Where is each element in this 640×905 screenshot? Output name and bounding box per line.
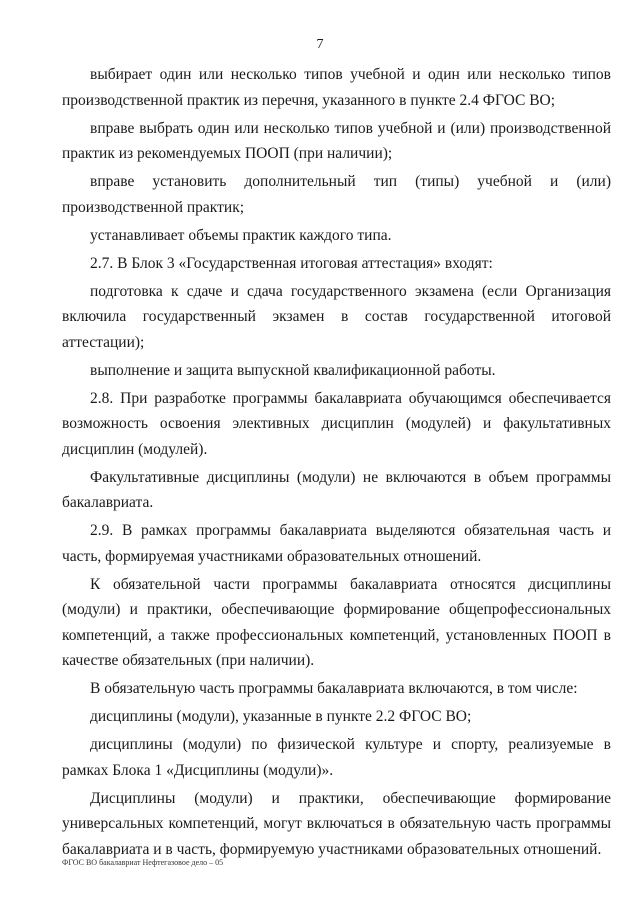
section-2-9: 2.9. В рамках программы бакалавриата выделяются обязательная часть и часть, формируемая участниками образовательных отношений. (62, 522, 611, 565)
paragraph: подготовка к сдаче и сдача государственного экзамена (если Организация включила государственный экзамен в состав государственной итоговой аттестации); (62, 282, 611, 351)
paragraph: Дисциплины (модули) и практики, обеспечивающие формирование универсальных компетенций, могут включаться в обязательную часть программы бакалавриата и в часть, формируемую участниками образовательных отношений. (62, 789, 611, 858)
paragraph: дисциплины (модули), указанные в пункте 2.2 ФГОС ВО; (90, 708, 472, 725)
page-number: 7 (316, 37, 324, 52)
page-footer: ФГОС ВО бакалавриат Нефтегазовое дело – 05 (62, 858, 224, 867)
paragraph: К обязательной части программы бакалавриата относятся дисциплины (модули) и практики, обеспечивающие формирование общепрофессиональных компетенций, а также профессиональных компетенций, установленных ПООП в качестве обязательных (при наличии). (62, 575, 611, 669)
paragraph: выбирает один или несколько типов учебной и один или несколько типов производственной практик из перечня, указанного в пункте 2.4 ФГОС ВО; (62, 66, 611, 109)
paragraph: вправе установить дополнительный тип (типы) учебной и (или) производственной практик; (62, 173, 611, 216)
paragraph: Факультативные дисциплины (модули) не включаются в объем программы бакалавриата. (62, 468, 611, 511)
paragraph: вправе выбрать один или несколько типов учебной и (или) производственной практик из рекомендуемых ПООП (при наличии); (62, 119, 611, 162)
paragraph: устанавливает объемы практик каждого типа. (90, 226, 392, 244)
paragraph: В обязательную часть программы бакалавриата включаются, в том числе: (90, 680, 578, 697)
document-body (62, 62, 611, 865)
section-heading-2-7: 2.7. В Блок 3 «Государственная итоговая аттестация» входят: (90, 254, 493, 272)
section-2-8: 2.8. При разработке программы бакалавриата обучающимся обеспечивается возможность освоения элективных дисциплин (модулей) и факультативных дисциплин (модулей). (62, 389, 611, 458)
paragraph: выполнение и защита выпускной квалификационной работы. (90, 361, 496, 379)
paragraph: дисциплины (модули) по физической культуре и спорту, реализуемые в рамках Блока 1 «Дисциплины (модули)». (62, 736, 611, 779)
